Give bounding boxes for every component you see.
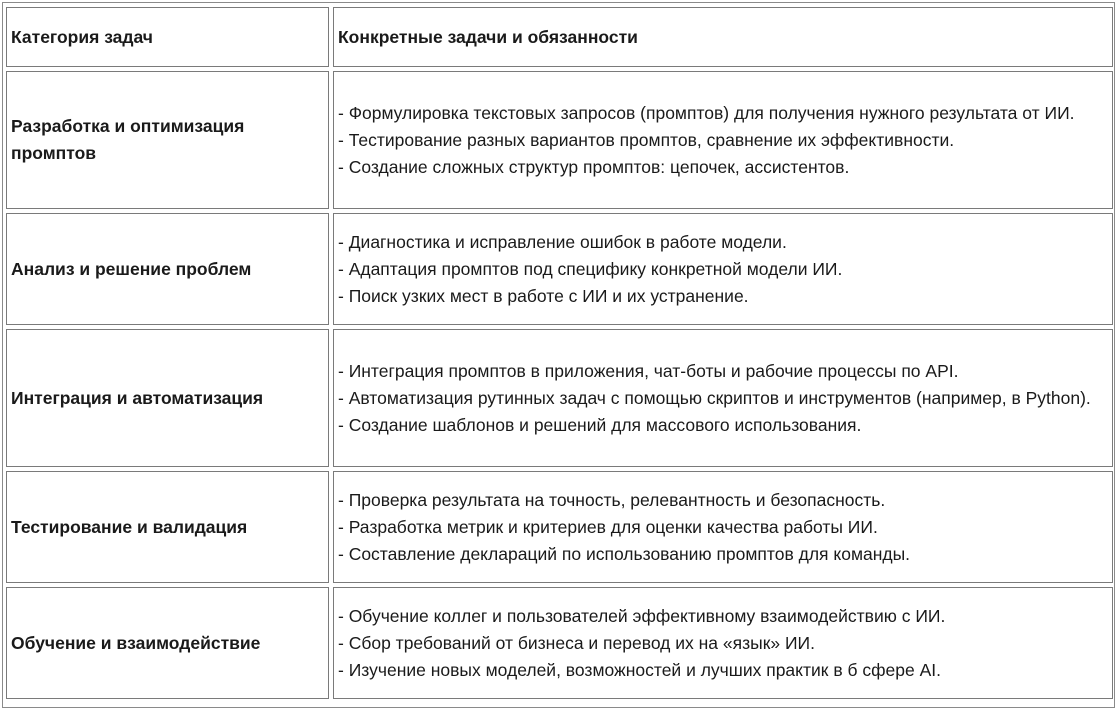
task-item: - Разработка метрик и критериев для оценки качества работы ИИ.	[338, 516, 878, 537]
table-header-row	[6, 7, 1113, 67]
category-cell: Тестирование и валидация	[6, 471, 329, 583]
tasks-table	[2, 3, 1117, 703]
header-tasks: Конкретные задачи и обязанности	[333, 7, 1113, 67]
table-row	[6, 471, 1113, 583]
table-row	[6, 213, 1113, 325]
tasks-cell	[333, 471, 1113, 583]
task-item: - Диагностика и исправление ошибок в работе модели.	[338, 231, 787, 252]
table-row	[6, 329, 1113, 467]
task-item: - Сбор требований от бизнеса и перевод их на «язык» ИИ.	[338, 632, 815, 653]
table-frame	[2, 2, 1115, 708]
tasks-cell	[333, 213, 1113, 325]
category-cell: Интеграция и автоматизация	[6, 329, 329, 467]
category-cell: Анализ и решение проблем	[6, 213, 329, 325]
task-item: - Создание сложных структур промптов: цепочек, ассистентов.	[338, 156, 850, 177]
task-item: - Тестирование разных вариантов промптов, сравнение их эффективности.	[338, 129, 955, 150]
task-item: - Интеграция промптов в приложения, чат-боты и рабочие процессы по API.	[338, 360, 959, 381]
task-item: - Создание шаблонов и решений для массового использования.	[338, 414, 862, 435]
category-cell: Обучение и взаимодействие	[6, 587, 329, 699]
task-item: - Изучение новых моделей, возможностей и лучших практик в б сфере AI.	[338, 659, 941, 680]
tasks-cell	[333, 329, 1113, 467]
task-item: - Проверка результата на точность, релевантность и безопасность.	[338, 489, 886, 510]
task-item: - Поиск узких мест в работе с ИИ и их устранение.	[338, 285, 749, 306]
table-row	[6, 587, 1113, 699]
header-category: Категория задач	[6, 7, 329, 67]
task-item: - Адаптация промптов под специфику конкретной модели ИИ.	[338, 258, 843, 279]
task-item: - Составление деклараций по использованию промптов для команды.	[338, 543, 911, 564]
task-item: - Автоматизация рутинных задач с помощью скриптов и инструментов (например, в Python).	[338, 387, 1091, 408]
task-item: - Формулировка текстовых запросов (промптов) для получения нужного результата от ИИ.	[338, 102, 1075, 123]
category-cell: Разработка и оптимизация промптов	[6, 71, 329, 209]
task-item: - Обучение коллег и пользователей эффективному взаимодействию с ИИ.	[338, 605, 946, 626]
tasks-cell	[333, 71, 1113, 209]
table-row	[6, 71, 1113, 209]
tasks-cell	[333, 587, 1113, 699]
